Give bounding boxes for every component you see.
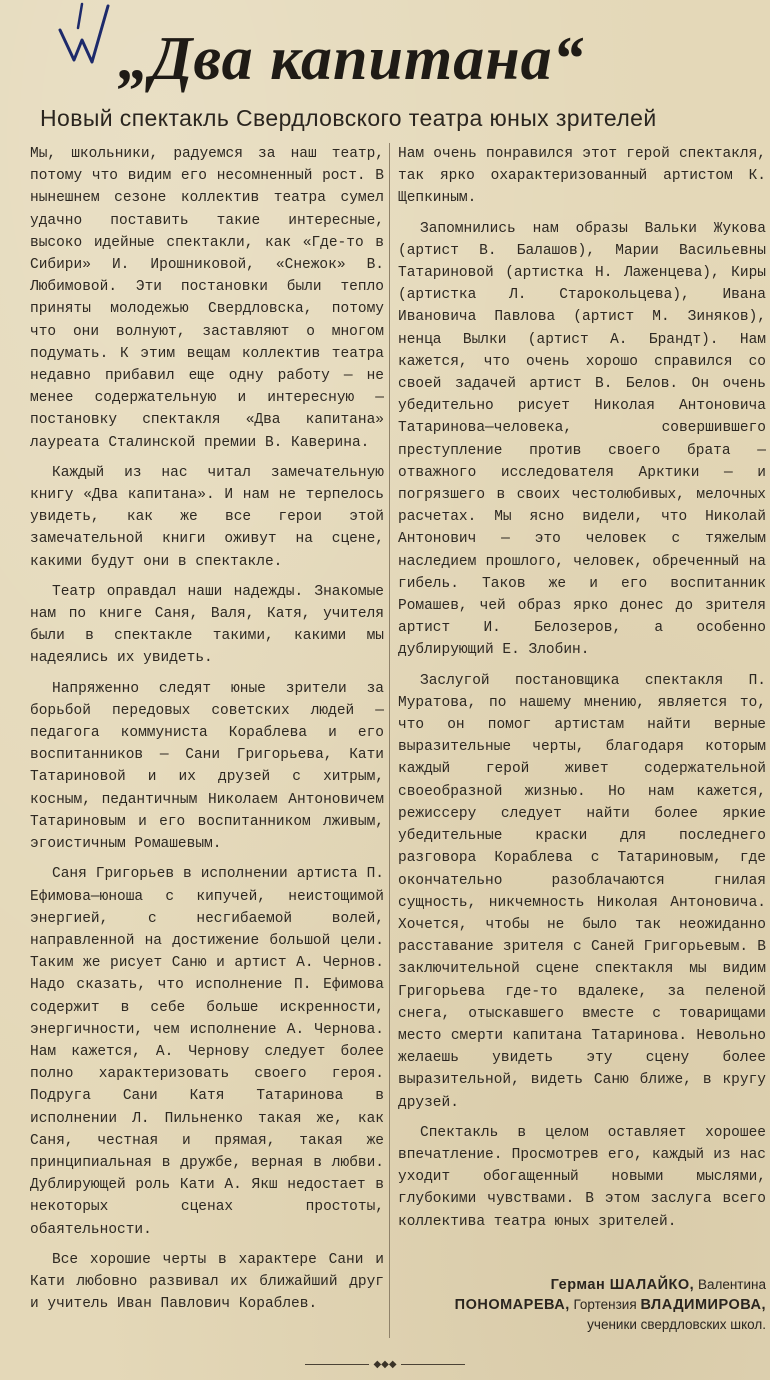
column-divider (389, 143, 390, 1338)
paragraph: Каждый из нас читал замечательную книгу «Два капитана». И нам не терпелось увидеть, как же все герои этой замечательной книги оживут на сцене, какими будут они в спектакле. (30, 464, 384, 570)
paragraph: Напряженно следят юные зрители за борьбой передовых советских людей — педагога коммуниста Кораблева и его воспитанников — Сани Григорьева, Кати Татариновой и их друзей с хитрым, косным, педантичным Николаем Антоновичем Татариновым и его воспитанником лживым, эгоистичным Ромашевым. (30, 680, 384, 853)
paragraph: Саня Григорьев в исполнении артиста П. Ефимова—юноша с кипучей, неистощимой энергией, с несгибаемой волей, направленной на достижение большой цели. Таким же рисует Саню и артист А. Чернов. Надо сказать, что исполнение П. Ефимова содержит в себе больше искренности, энергичности, чем исполнение А. Чернова. Нам кажется, А. Чернову следует более полно характеризовать своего героя. Подруга Сани Катя Татаринова в исполнении Л. Пильненко такая же, как Саня, честная и прямая, такая же принципиальная в дружбе, верная в любви. Дублирующей роль Кати А. Якш недостает в некоторых сценах простоты, обаятельности. (30, 866, 384, 1238)
signature-tail: ученики свердловских школ. (587, 1317, 766, 1332)
paragraph: Театр оправдал наши надежды. Знакомые нам по книге Саня, Валя, Катя, учителя были в спектакле такими, какими мы надеялись их увидеть. (30, 583, 384, 667)
article-subtitle: Новый спектакль Свердловского театра юных зрителей (40, 105, 657, 131)
left-column (30, 143, 384, 1323)
paragraph: Мы, школьники, радуемся за наш театр, потому что видим его несомненный рост. В нынешнем сезоне коллектив театра сумел удачно поставить такие интересные, высоко идейные спектакли, как «Где-то в Сибири» И. Ирошниковой, «Снежок» В. Любимовой. Эти постановки были тепло приняты молодежью Свердловска, потому что они волнуют, заставляют о многом подумать. К этим вещам коллектив театра недавно прибавил еще одну работу — не менее содержательную и интересную — постановку спектакля «Два капитана» лауреата Сталинской премии В. Каверина. (30, 146, 384, 451)
author-3-first: Гортензия (573, 1297, 637, 1312)
author-2-first: Валентина (697, 1277, 766, 1292)
article-title: „Два капитана“ (118, 25, 585, 93)
paragraph: Заслугой постановщика спектакля П. Муратова, по нашему мнению, является то, что он помог артистам найти верные выразительные черты, благодаря которым каждый герой живет содержательной своеобразной жизнью. Но нам кажется, режиссеру следует найти более яркие убедительные краски для последнего разговора Кораблева с Татариновым, где окончательно разоблачаются гнилая сущность, никчемность Николая Антоновича. Хочется, чтобы не было так неожиданно расставание зрителя с Саней Григорьевым. В заключительной сцене спектакля мы видим Григорьева где-то вдалеке, за пеленой снега, отыскавшего вместе с товарищами место смерти капитана Татаринова. Невольно желаешь увидеть эту сцену более выразительной, видеть Саню ближе, в кругу друзей. (398, 672, 766, 1111)
author-1: Герман ШАЛАЙКО, (550, 1277, 695, 1293)
author-3-last: ВЛАДИМИРОВА, (640, 1297, 766, 1313)
author-2-last: ПОНОМАРЕВА, (454, 1297, 570, 1313)
paragraph: Спектакль в целом оставляет хорошее впечатление. Просмотрев его, каждый из нас уходит обогащенный новыми мыслями, глубокими чувствами. В этом заслуга всего коллектива театра юных зрителей. (398, 1124, 766, 1230)
pen-check-mark-icon (52, 0, 122, 70)
ornament-line-left (305, 1364, 369, 1365)
author-signature (430, 1275, 766, 1335)
ornament-diamond-icon: ◆◆◆ (373, 1358, 397, 1370)
paragraph: Все хорошие черты в характере Сани и Кати любовно развивал их ближайший друг и учитель Иван Павлович Кораблев. (30, 1251, 384, 1313)
right-column (398, 143, 766, 1241)
end-ornament (305, 1358, 465, 1370)
paragraph: Нам очень понравился этот герой спектакля, так ярко охарактеризованный артистом К. Щепкиным. (398, 146, 766, 207)
paragraph: Запомнились нам образы Вальки Жукова (артист В. Балашов), Марии Васильевны Татариновой (артистка Н. Лаженцева), Киры (артистка Л. Старокольцева), Ивана Ивановича Павлова (артист М. Зиняков), ненца Вылки (артист А. Брандт). Нам кажется, что очень хорошо справился со своей задачей артист В. Белов. Он очень убедительно рисует Николая Антоновича Татаринова—человека, совершившего преступление против своего брата — отважного исследователя Арктики — и погрязшего в своих честолюбивых, мелочных расчетах. Мы ясно видели, что Николай Антонович — это человек с тяжелым наследием прошлого, человек, обреченный на гибель. Таков же и его воспитанник Ромашев, чей образ ярко донес до зрителя артист И. Белозеров, а особенно дублирующий Е. Злобин. (398, 220, 766, 659)
ornament-line-right (401, 1364, 465, 1365)
